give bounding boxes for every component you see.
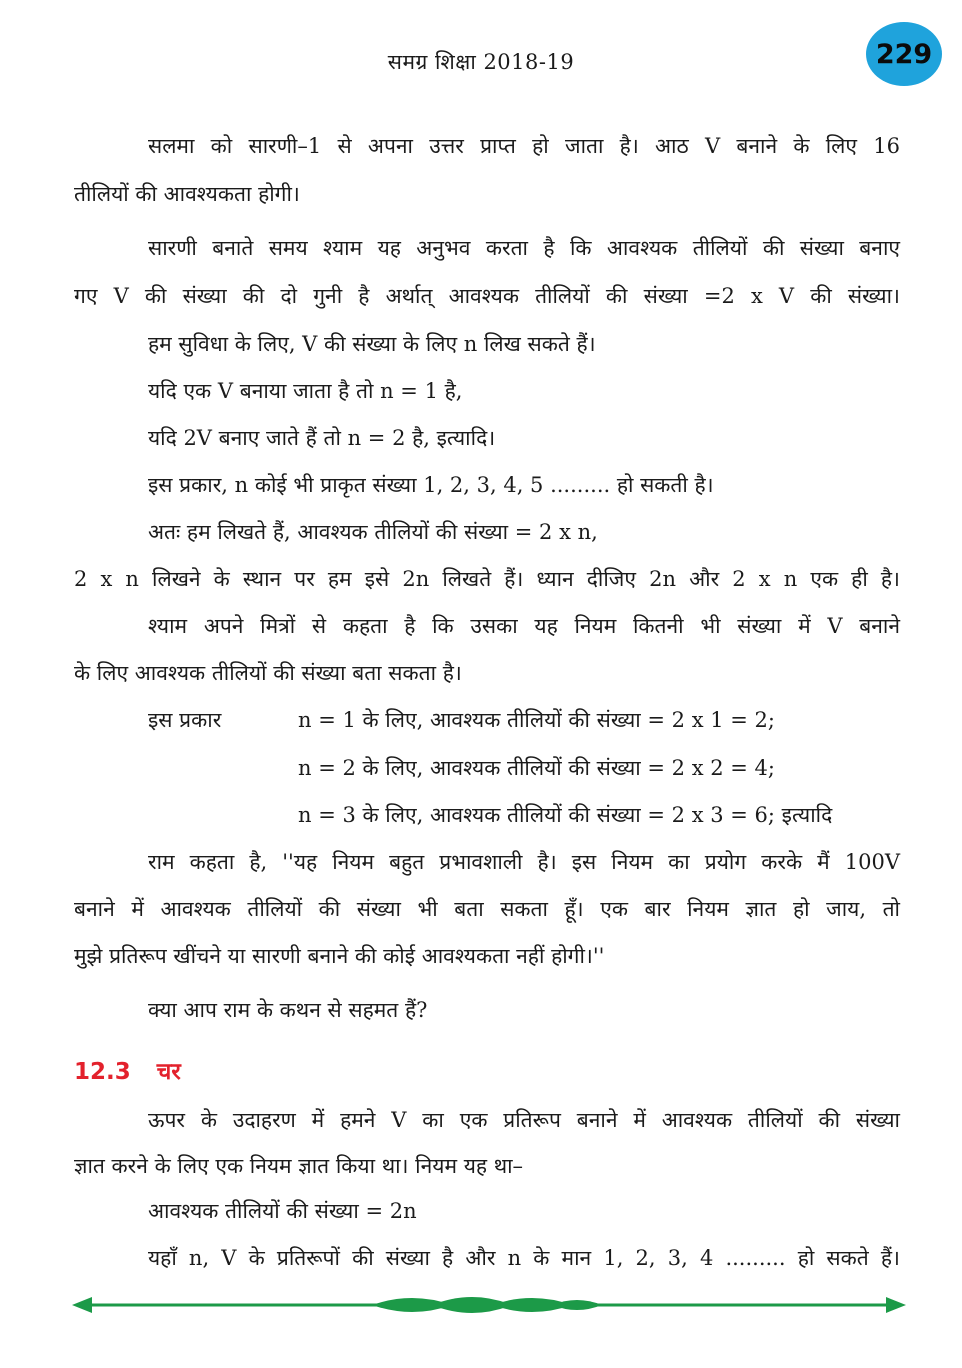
paragraph-line: 2 x n लिखने के स्थान पर हम इसे 2n लिखते हैं। ध्यान दीजिए 2n और 2 x n एक ही है।: [74, 567, 900, 591]
paragraph-line: ज्ञात करने के लिए एक नियम ज्ञात किया था। नियम यह था–: [74, 1154, 524, 1178]
paragraph-line: सलमा को सारणी–1 से अपना उत्तर प्राप्त हो जाता है। आठ V बनाने के लिए 16: [148, 134, 900, 158]
paragraph-line: इस प्रकार, n कोई भी प्राकृत संख्या 1, 2, 3, 4, 5 ......... हो सकती है।: [148, 473, 714, 497]
section-heading: [74, 1054, 181, 1086]
rule-statement: आवश्यक तीलियों की संख्या = 2n: [148, 1199, 417, 1223]
paragraph-line: मुझे प्रतिरूप खींचने या सारणी बनाने की कोई आवश्यकता नहीं होगी।'': [74, 944, 605, 968]
paragraph-line: सारणी बनाते समय श्याम यह अनुभव करता है कि आवश्यक तीलियों की संख्या बनाए: [148, 236, 900, 260]
section-title: चर: [156, 1058, 181, 1085]
decorative-footer-rule: [72, 1288, 906, 1322]
question-line: क्या आप राम के कथन से सहमत हैं?: [148, 998, 428, 1022]
paragraph-line: के लिए आवश्यक तीलियों की संख्या बता सकता है।: [74, 661, 462, 685]
page-number-badge: 229: [866, 22, 942, 86]
paragraph-line: बनाने में आवश्यक तीलियों की संख्या भी बता सकता हूँ। एक बार नियम ज्ञात हो जाय, तो: [74, 897, 900, 921]
example-line: n = 1 के लिए, आवश्यक तीलियों की संख्या = 2 x 1 = 2;: [298, 708, 775, 732]
paragraph-line: ऊपर के उदाहरण में हमने V का एक प्रतिरूप बनाने में आवश्यक तीलियों की संख्या: [148, 1108, 900, 1132]
paragraph-line: यदि एक V बनाया जाता है तो n = 1 है,: [148, 379, 463, 403]
paragraph-line: अतः हम लिखते हैं, आवश्यक तीलियों की संख्या = 2 x n,: [148, 520, 598, 544]
paragraph-line: यहाँ n, V के प्रतिरूपों की संख्या है और n के मान 1, 2, 3, 4 ......... हो सकते हैं।: [148, 1246, 900, 1270]
paragraph-line: राम कहता है, ''यह नियम बहुत प्रभावशाली है। इस नियम का प्रयोग करके मैं 100V: [148, 850, 900, 874]
example-line: n = 2 के लिए, आवश्यक तीलियों की संख्या = 2 x 2 = 4;: [298, 756, 775, 780]
paragraph-line: गए V की संख्या की दो गुनी है अर्थात् आवश्यक तीलियों की संख्या =2 x V की संख्या।: [74, 284, 900, 308]
paragraph-line: श्याम अपने मित्रों से कहता है कि उसका यह नियम कितनी भी संख्या में V बनाने: [148, 614, 900, 638]
example-line: n = 3 के लिए, आवश्यक तीलियों की संख्या = 2 x 3 = 6; इत्यादि: [298, 803, 833, 827]
paragraph-line: हम सुविधा के लिए, V की संख्या के लिए n लिख सकते हैं।: [148, 332, 596, 356]
section-number: 12.3: [74, 1059, 131, 1085]
example-label: इस प्रकार: [148, 708, 222, 732]
paragraph-line: यदि 2V बनाए जाते हैं तो n = 2 है, इत्यादि।: [148, 426, 496, 450]
running-header: समग्र शिक्षा 2018-19: [387, 50, 575, 74]
paragraph-line: तीलियों की आवश्यकता होगी।: [74, 182, 300, 206]
